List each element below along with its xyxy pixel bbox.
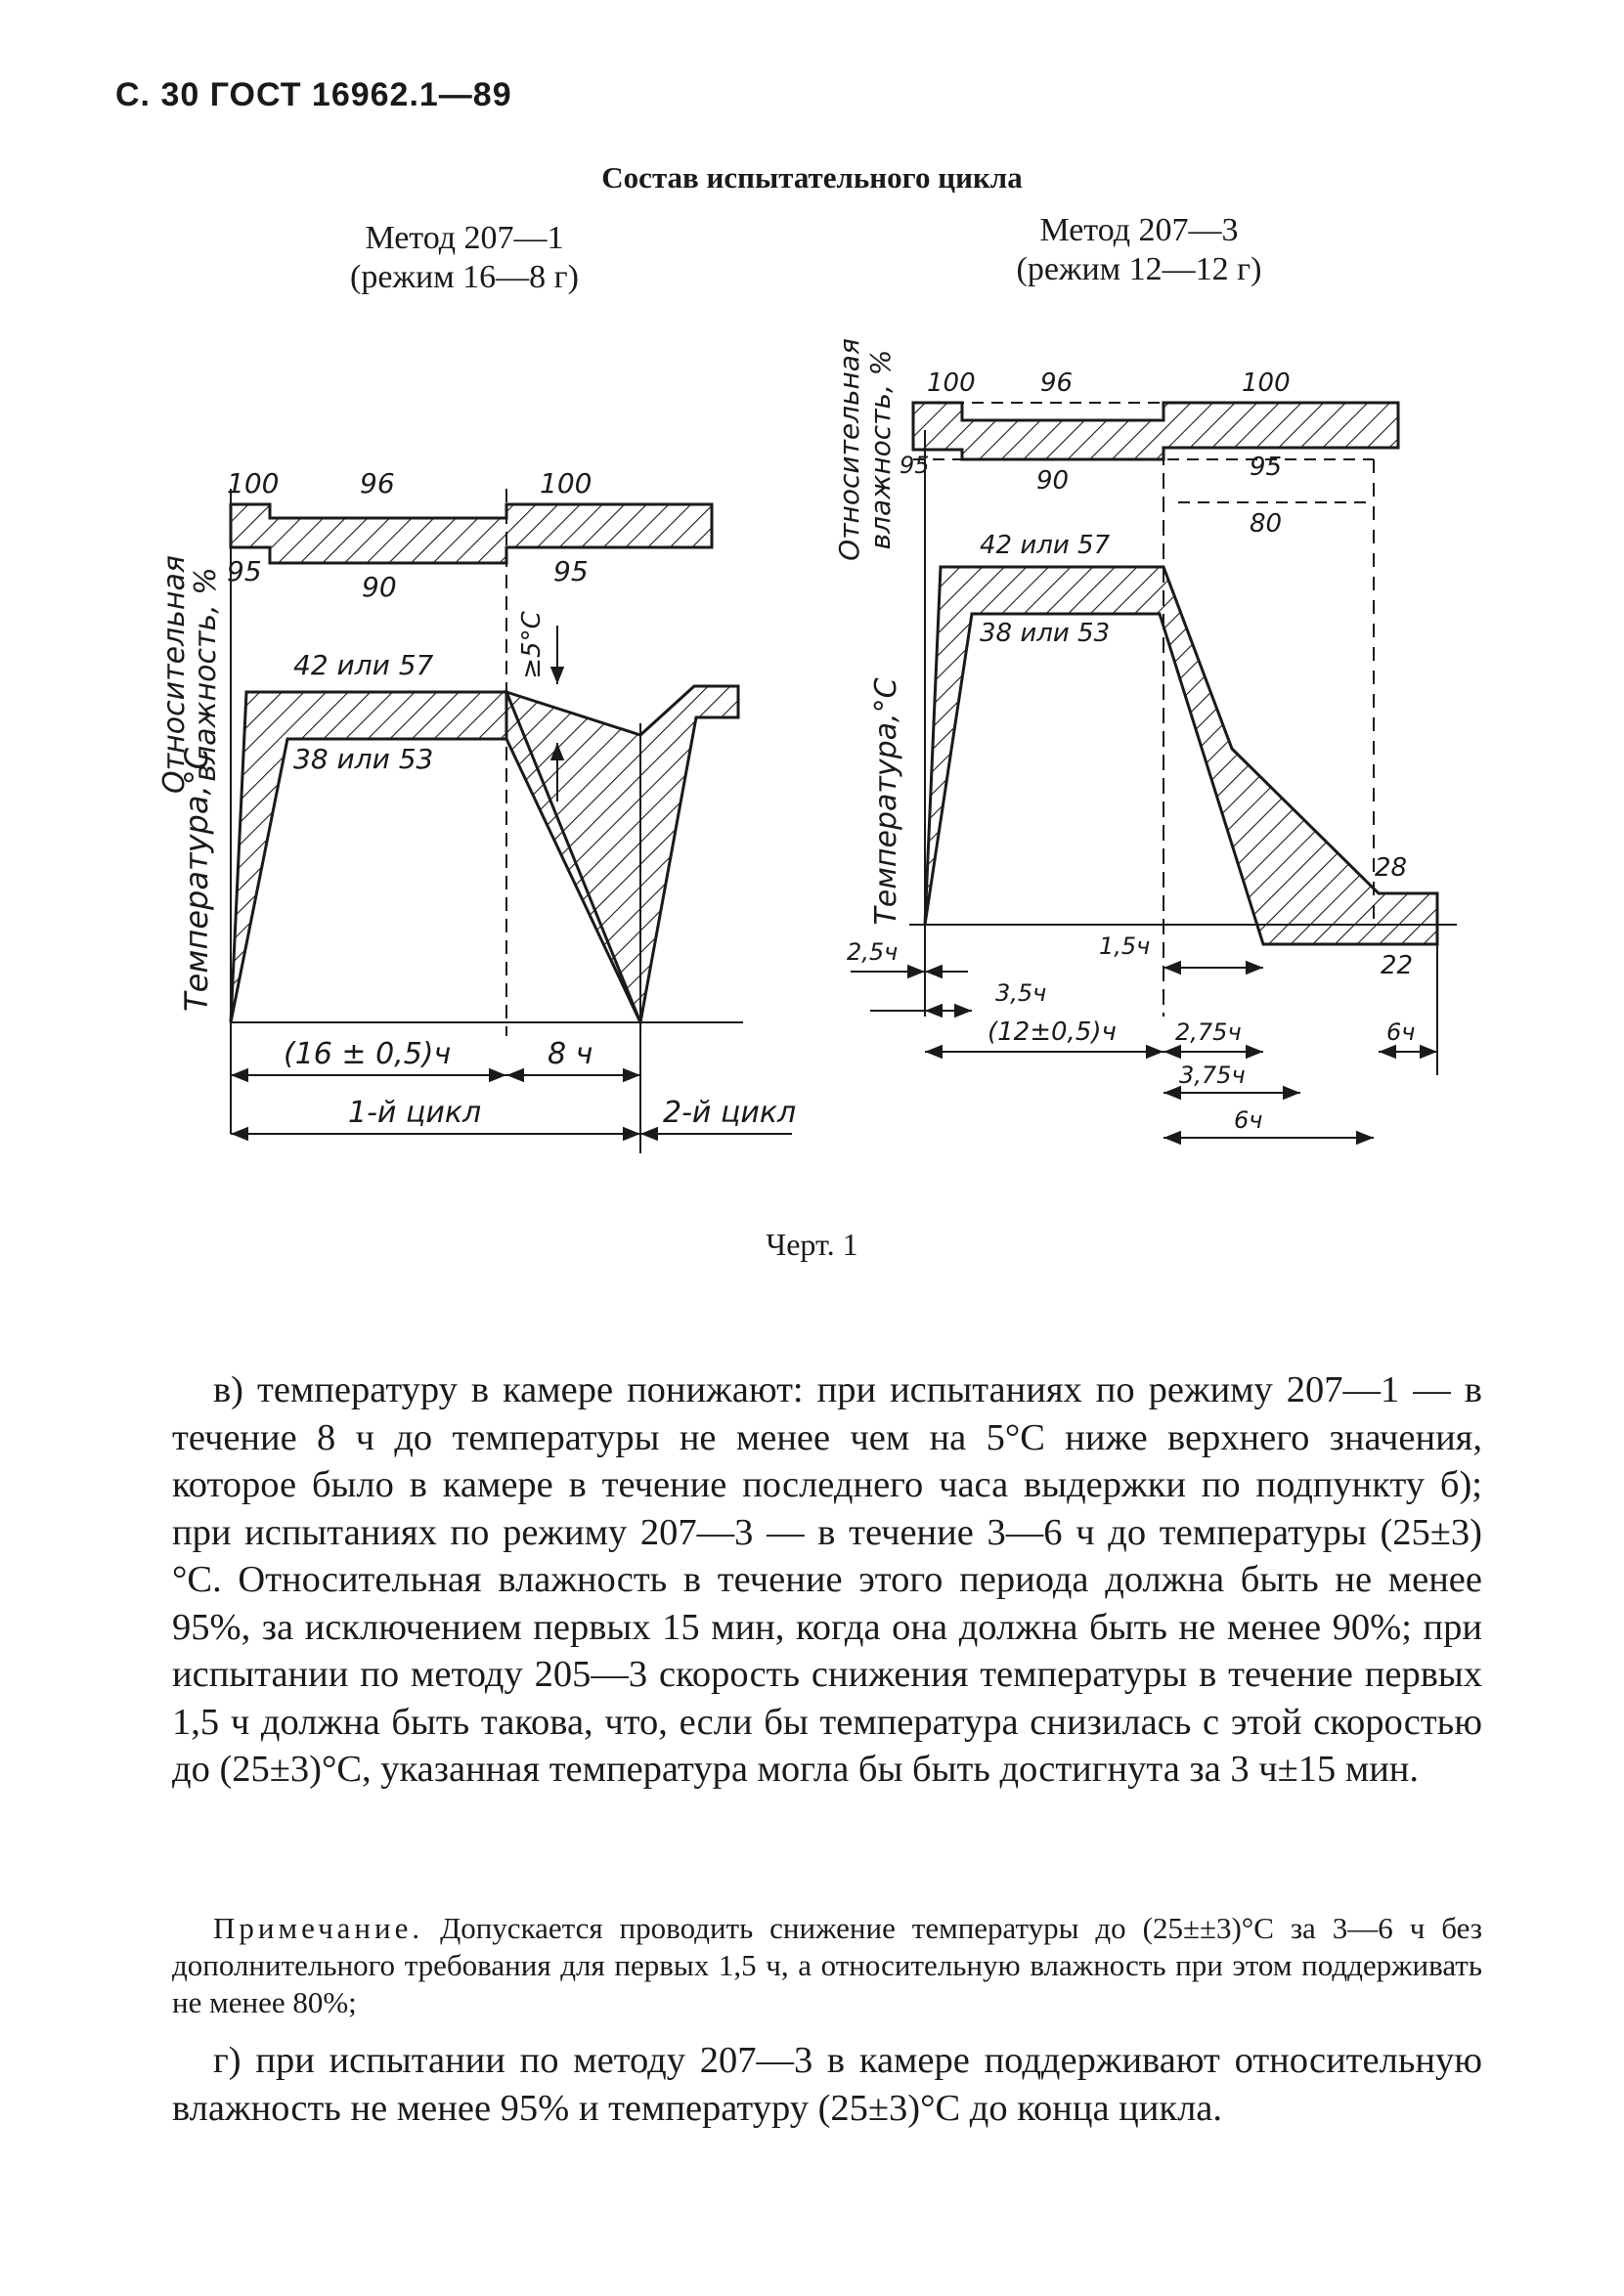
- left-h90: 90: [362, 571, 397, 603]
- left-t-lower: 38 или 53: [293, 743, 434, 775]
- right-d15: 1,5ч: [1099, 932, 1151, 960]
- right-humidity-band: [913, 403, 1398, 459]
- right-t-upper: 42 или 57: [980, 531, 1111, 560]
- left-dim-16: (16 ± 0,5)ч: [284, 1037, 452, 1071]
- right-t-lower: 38 или 53: [980, 619, 1111, 648]
- right-h100b: 100: [1242, 368, 1291, 398]
- left-h95a: 95: [227, 555, 262, 587]
- right-h90: 90: [1036, 466, 1070, 496]
- method-207-3-line1: Метод 207—3: [1039, 212, 1239, 248]
- left-dim-8: 8 ч: [548, 1037, 593, 1071]
- left-h100a: 100: [227, 467, 280, 499]
- left-cycle1: 1-й цикл: [348, 1096, 482, 1130]
- right-h95b: 95: [1250, 453, 1283, 482]
- right-d12: (12±0,5)ч: [988, 1018, 1117, 1047]
- right-d25: 2,5ч: [847, 938, 899, 966]
- right-ylabel-humidity-1: Относительная: [833, 338, 865, 561]
- right-h80: 80: [1250, 509, 1283, 539]
- method-207-3-line2: (режим 12—12 г): [1016, 251, 1262, 287]
- note-label: Примечание.: [213, 1911, 424, 1945]
- paragraph-g: г) при испытании по методу 207—3 в камере поддерживают относительную влажность не менее 95% и температуру (25±3)°С до конца цикла.: [172, 2040, 1482, 2129]
- right-d375: 3,75ч: [1179, 1061, 1246, 1089]
- method-207-1-line2: (режим 16—8 г): [350, 259, 579, 295]
- left-h96: 96: [360, 467, 395, 499]
- figure-title: Состав испытательного цикла: [601, 160, 1023, 195]
- right-h95a: 95: [900, 452, 930, 479]
- left-cycle2: 2-й цикл: [663, 1096, 797, 1130]
- left-ylabel-humidity-2: влажность, %: [189, 567, 223, 782]
- right-ylabel-temp: Температура,°С: [869, 677, 903, 926]
- right-t22: 22: [1381, 951, 1414, 980]
- right-t28: 28: [1375, 853, 1408, 883]
- left-ylabel-temp: Температура,°С: [178, 748, 215, 1012]
- left-h100b: 100: [540, 467, 593, 499]
- right-h100a: 100: [927, 368, 976, 398]
- right-d6a: 6ч: [1386, 1018, 1416, 1046]
- left-delta: ≥5°С: [517, 611, 547, 679]
- right-ylabel-humidity-2: влажность, %: [864, 349, 897, 550]
- right-diagram: [851, 403, 1457, 1138]
- page-header: С. 30 ГОСТ 16962.1—89: [115, 76, 512, 113]
- left-t-upper: 42 или 57: [293, 649, 434, 681]
- left-h95b: 95: [553, 555, 589, 587]
- left-ylabel-humidity-1: Относительная: [157, 555, 192, 794]
- left-temp-band: [231, 692, 506, 1022]
- note-paragraph: [172, 1910, 1482, 2021]
- note-body: Допускается проводить снижение температуры до (25±±3)°С за 3—6 ч без дополнительного требования для первых 1,5 ч, а относительную влажность при этом поддерживать не менее 80%;: [172, 1911, 1482, 2019]
- method-207-1-line1: Метод 207—1: [365, 220, 564, 256]
- figure-caption: Черт. 1: [766, 1227, 858, 1262]
- right-d35: 3,5ч: [995, 979, 1047, 1007]
- paragraph-v: в) температуру в камере понижают: при испытаниях по режиму 207—1 — в течение 8 ч до температуры не менее чем на 5°С ниже верхнего значения, которое было в камере в течение последнего часа выдержки по подпункту б); при испытаниях по режиму 207—3 — в течение 3—6 ч до температуры (25±3)°С. Относительная влажность в течение этого периода должна быть не менее 95%, за исключением первых 15 мин, когда она должна быть не менее 90%; при испытании по методу 205—3 скорость снижения температуры в течение первых 1,5 ч должна быть такова, что, если бы температура снизилась с этой скоростью до (25±3)°С, указанная температура могла бы быть достигнута за 3 ч±15 мин.: [172, 1369, 1482, 1790]
- left-humidity-band: [231, 504, 712, 563]
- left-temp-fall: [506, 686, 738, 1022]
- right-d275: 2,75ч: [1175, 1018, 1242, 1046]
- right-h96: 96: [1040, 368, 1074, 398]
- right-d6b: 6ч: [1234, 1106, 1263, 1134]
